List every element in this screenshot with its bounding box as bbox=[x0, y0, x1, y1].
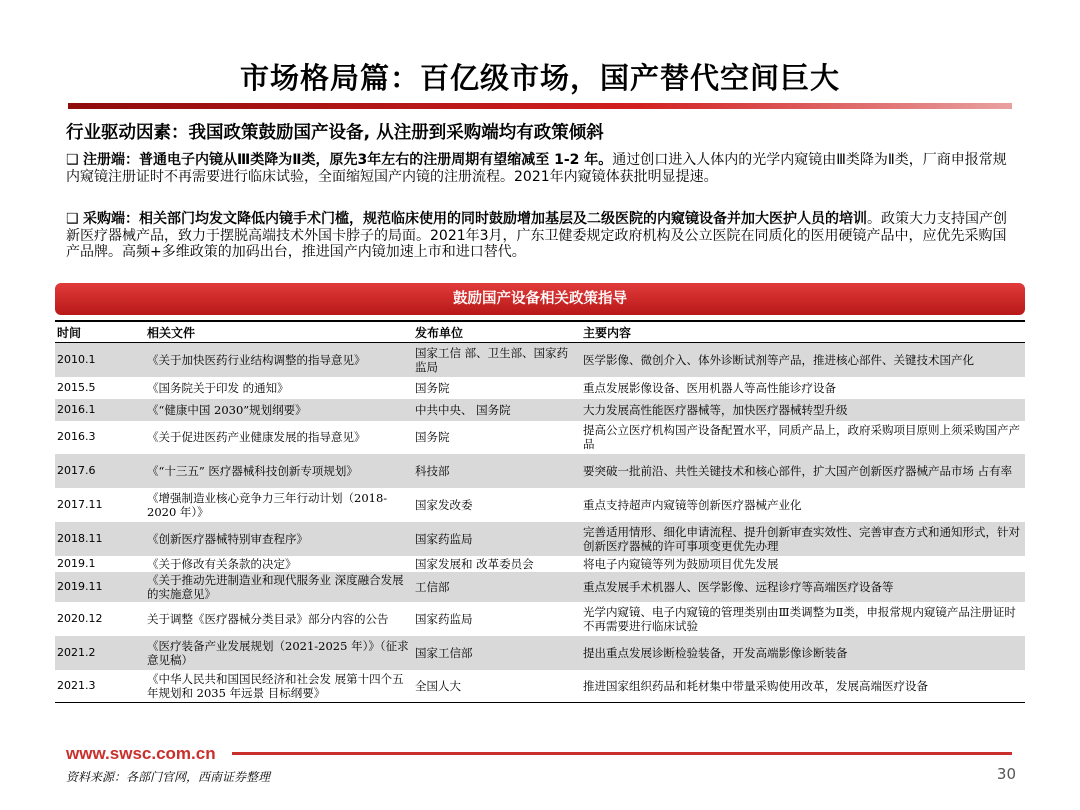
table-row bbox=[55, 399, 1025, 421]
cell-document: 《创新医疗器械特别审查程序》 bbox=[145, 522, 413, 556]
table-row bbox=[55, 572, 1025, 602]
cell-content: 重点发展影像设备、医用机器人等高性能诊疗设备 bbox=[583, 380, 836, 395]
footer-source: 资料来源：各部门官网，西南证券整理 bbox=[66, 770, 271, 784]
checkbox-bullet-icon: ❑ bbox=[66, 211, 79, 227]
bullet-body-text: 。政策大力支持国产创新医疗器械产品，致力于摆脱高端技术外国卡脖子的局面。2021年3月，广东卫健委规定政府机构及公立医院在同质化的医用硬镜产品中，应优先采购国产品牌。高频+多维政策的加码出台，推进国产内镜加速上市和进口替代。 bbox=[66, 211, 1008, 260]
table-banner: 鼓励国产设备相关政策指导 bbox=[55, 283, 1025, 315]
page-title: 市场格局篇：百亿级市场，国产替代空间巨大 bbox=[239, 61, 840, 95]
cell-content: 要突破一批前沿、共性关键技术和核心部件，扩大国产创新医疗器械产品市场 占有率 bbox=[581, 454, 1025, 488]
cell-time: 2017.11 bbox=[57, 497, 103, 511]
table-row bbox=[55, 636, 1025, 670]
cell-document: 《中华人民共和国国民经济和社会发 展第十四个五年规划和 2035 年远景 目标纲要》 bbox=[145, 670, 413, 703]
cell-document: 《“十三五” 医疗器械科技创新专项规划》 bbox=[145, 454, 413, 488]
cell-issuer: 国家发改委 bbox=[415, 497, 473, 512]
cell-issuer: 国务院 bbox=[415, 380, 450, 395]
cell-issuer: 全国人大 bbox=[413, 670, 581, 703]
cell-content: 重点支持超声内窥镜等创新医疗器械产业化 bbox=[583, 497, 802, 512]
cell-document: 《关于修改有关条款的决定》 bbox=[147, 556, 297, 571]
cell-time: 2021.2 bbox=[55, 636, 145, 670]
bullet-registration bbox=[66, 152, 1016, 185]
table-row bbox=[55, 522, 1025, 556]
footer-divider bbox=[232, 752, 1012, 755]
header-content: 主要内容 bbox=[581, 321, 1025, 343]
cell-document: 关于调整《医疗器械分类目录》部分内容的公告 bbox=[147, 611, 389, 626]
cell-time: 2021.3 bbox=[55, 670, 145, 703]
cell-issuer: 国家工信部 bbox=[413, 636, 581, 670]
table-row bbox=[55, 488, 1025, 522]
cell-content: 推进国家组织药品和耗材集中带量采购使用改革，发展高端医疗设备 bbox=[581, 670, 1025, 703]
cell-time: 2015.5 bbox=[57, 380, 96, 394]
cell-content: 完善适用情形、细化申请流程、提升创新审查实效性、完善审查方式和通知形式，针对创新医疗器械的许可事项变更优先办理 bbox=[581, 522, 1025, 556]
table-row bbox=[55, 454, 1025, 488]
cell-issuer: 国务院 bbox=[415, 430, 450, 444]
cell-issuer: 国家药监局 bbox=[413, 522, 581, 556]
cell-issuer: 国家药监局 bbox=[415, 611, 473, 626]
cell-content: 提高公立医疗机构国产设备配置水平，同质产品上，政府采购项目原则上须采购国产产品 bbox=[583, 423, 1020, 451]
cell-time: 2010.1 bbox=[55, 343, 145, 377]
cell-issuer: 科技部 bbox=[413, 454, 581, 488]
policy-table bbox=[55, 320, 1025, 703]
table-row bbox=[55, 602, 1025, 636]
bullet-lead-text: 采购端：相关部门均发文降低内镜手术门槛，规范临床使用的同时鼓励增加基层及二级医院的内窥镜设备并加大医护人员的培训 bbox=[83, 211, 868, 227]
cell-document: 《国务院关于印发 的通知》 bbox=[147, 380, 289, 395]
checkbox-bullet-icon: ❑ bbox=[66, 152, 79, 168]
cell-issuer: 国家工信 部、卫生部、国家药监局 bbox=[413, 343, 581, 377]
cell-document: 《增强制造业核心竞争力三年行动计划（2018-2020 年）》 bbox=[147, 490, 388, 519]
cell-content: 大力发展高性能医疗器械等，加快医疗器械转型升级 bbox=[581, 399, 1025, 421]
section-subtitle: 行业驱动因素：我国政策鼓励国产设备, 从注册到采购端均有政策倾斜 bbox=[66, 123, 604, 143]
header-document: 相关文件 bbox=[145, 321, 413, 343]
footer-url: www.swsc.com.cn bbox=[66, 744, 216, 763]
bullet-body-text: 通过创口进入人体内的光学内窥镜由Ⅲ类降为Ⅱ类，厂商申报常规内窥镜注册证时不再需要进行临床试验，全面缩短国产内镜的注册流程。2021年内窥镜体获批明显提速。 bbox=[66, 152, 1007, 185]
cell-time: 2016.3 bbox=[57, 430, 96, 443]
cell-issuer: 工信部 bbox=[413, 572, 581, 602]
header-time: 时间 bbox=[55, 321, 145, 343]
table-row bbox=[55, 377, 1025, 399]
cell-content: 医学影像、微创介入、体外诊断试剂等产品，推进核心部件、关键技术国产化 bbox=[581, 343, 1025, 377]
cell-document: 《“健康中国 2030”规划纲要》 bbox=[145, 399, 413, 421]
cell-document: 《关于加快医药行业结构调整的指导意见》 bbox=[145, 343, 413, 377]
cell-time: 2019.1 bbox=[57, 556, 96, 570]
table-row bbox=[55, 421, 1025, 454]
table-header-row bbox=[55, 321, 1025, 343]
page-number: 30 bbox=[996, 765, 1016, 783]
cell-content: 光学内窥镜、电子内窥镜的管理类别由Ⅲ类调整为Ⅱ类，申报常规内窥镜产品注册证时不再需要进行临床试验 bbox=[583, 604, 1016, 633]
cell-document: 《关于推动先进制造业和现代服务业 深度融合发展的实施意见》 bbox=[145, 572, 413, 602]
table-row bbox=[55, 343, 1025, 377]
cell-time: 2017.6 bbox=[55, 454, 145, 488]
bullet-lead-text: 注册端：普通电子内镜从Ⅲ类降为Ⅱ类，原先3年左右的注册周期有望缩减至 1-2 年。 bbox=[83, 152, 613, 168]
table-row bbox=[55, 556, 1025, 572]
table-row bbox=[55, 670, 1025, 703]
bullet-procurement bbox=[66, 211, 1016, 261]
cell-document: 《医疗装备产业发展规划（2021-2025 年）》（征求意见稿） bbox=[145, 636, 413, 670]
cell-content: 提出重点发展诊断检验装备，开发高端影像诊断装备 bbox=[581, 636, 1025, 670]
cell-time: 2018.11 bbox=[55, 522, 145, 556]
cell-time: 2020.12 bbox=[57, 611, 103, 625]
cell-content: 重点发展手术机器人、医学影像、远程诊疗等高端医疗设备等 bbox=[581, 572, 1025, 602]
title-divider bbox=[68, 103, 1012, 109]
cell-time: 2016.1 bbox=[55, 399, 145, 421]
header-issuer: 发布单位 bbox=[413, 321, 581, 343]
cell-document: 《关于促进医药产业健康发展的指导意见》 bbox=[147, 430, 366, 444]
cell-issuer: 国家发展和 改革委员会 bbox=[415, 556, 534, 571]
cell-content: 将电子内窥镜等列为鼓励项目优先发展 bbox=[583, 556, 779, 571]
cell-time: 2019.11 bbox=[55, 572, 145, 602]
cell-issuer: 中共中央、 国务院 bbox=[413, 399, 581, 421]
